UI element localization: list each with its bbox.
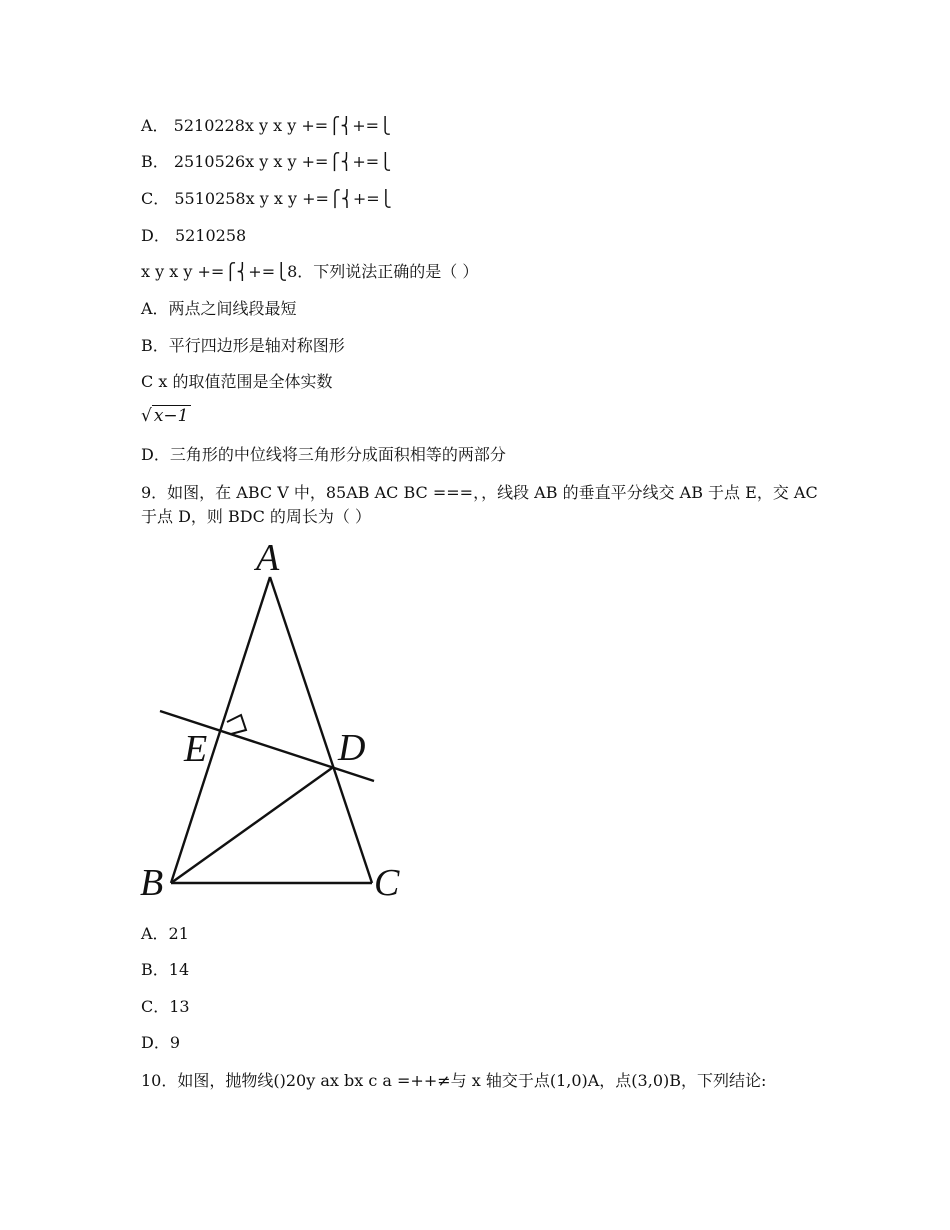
- q9-option-c: C．13: [141, 997, 190, 1016]
- q8-option-a: A．两点之间线段最短: [141, 299, 297, 318]
- q7-option-d-row: [141, 226, 246, 246]
- q7-tail-q8-stem: x y x y +=⎧⎨+=⎩8．下列说法正确的是（ ）: [141, 262, 479, 281]
- label-a: A: [256, 537, 280, 579]
- option-label: A．: [141, 116, 169, 135]
- q8-option-c: C x 的取值范围是全体实数: [141, 372, 333, 391]
- option-text: 2510526x y x y +=⎧⎨+=⎩: [173, 152, 392, 171]
- q9-stem: 9．如图，在 ABC V 中，85AB AC BC ===，，线段 AB 的垂直平分线交 AB 于点 E，交 AC 于点 D，则 BDC 的周长为（ ）: [141, 483, 818, 526]
- q7-option-b-row: [141, 152, 391, 172]
- q8-option-d: D．三角形的中位线将三角形分成面积相等的两部分: [141, 445, 506, 464]
- label-d: D: [338, 727, 366, 769]
- sqrt-formula: √ x−1: [141, 406, 189, 426]
- option-text: 5510258x y x y +=⎧⎨+=⎩: [174, 189, 392, 208]
- option-text: 5210228x y x y +=⎧⎨+=⎩: [173, 116, 392, 135]
- label-b: B: [140, 862, 164, 904]
- radicand: x−1: [153, 406, 189, 426]
- option-label: C．: [141, 189, 170, 208]
- label-c: C: [374, 862, 400, 904]
- segment-bd: [171, 768, 332, 883]
- triangle-figure: [130, 535, 420, 905]
- q7-option-c-row: [141, 189, 392, 209]
- label-e: E: [184, 728, 208, 770]
- q9-option-d: D．9: [141, 1033, 181, 1052]
- right-angle-mark: [227, 715, 246, 734]
- q9-option-b: B．14: [141, 960, 190, 979]
- option-text: 5210258: [174, 226, 247, 245]
- q9-option-a: A．21: [141, 924, 189, 943]
- q8-option-b: B．平行四边形是轴对称图形: [141, 336, 345, 355]
- option-label: D．: [141, 226, 170, 245]
- q7-option-a-row: [141, 116, 391, 136]
- option-label: B．: [141, 152, 169, 171]
- q10-stem: 10．如图，抛物线()20y ax bx c a =++≠与 x 轴交于点(1,0)A，点(3,0)B，下列结论:: [141, 1071, 767, 1090]
